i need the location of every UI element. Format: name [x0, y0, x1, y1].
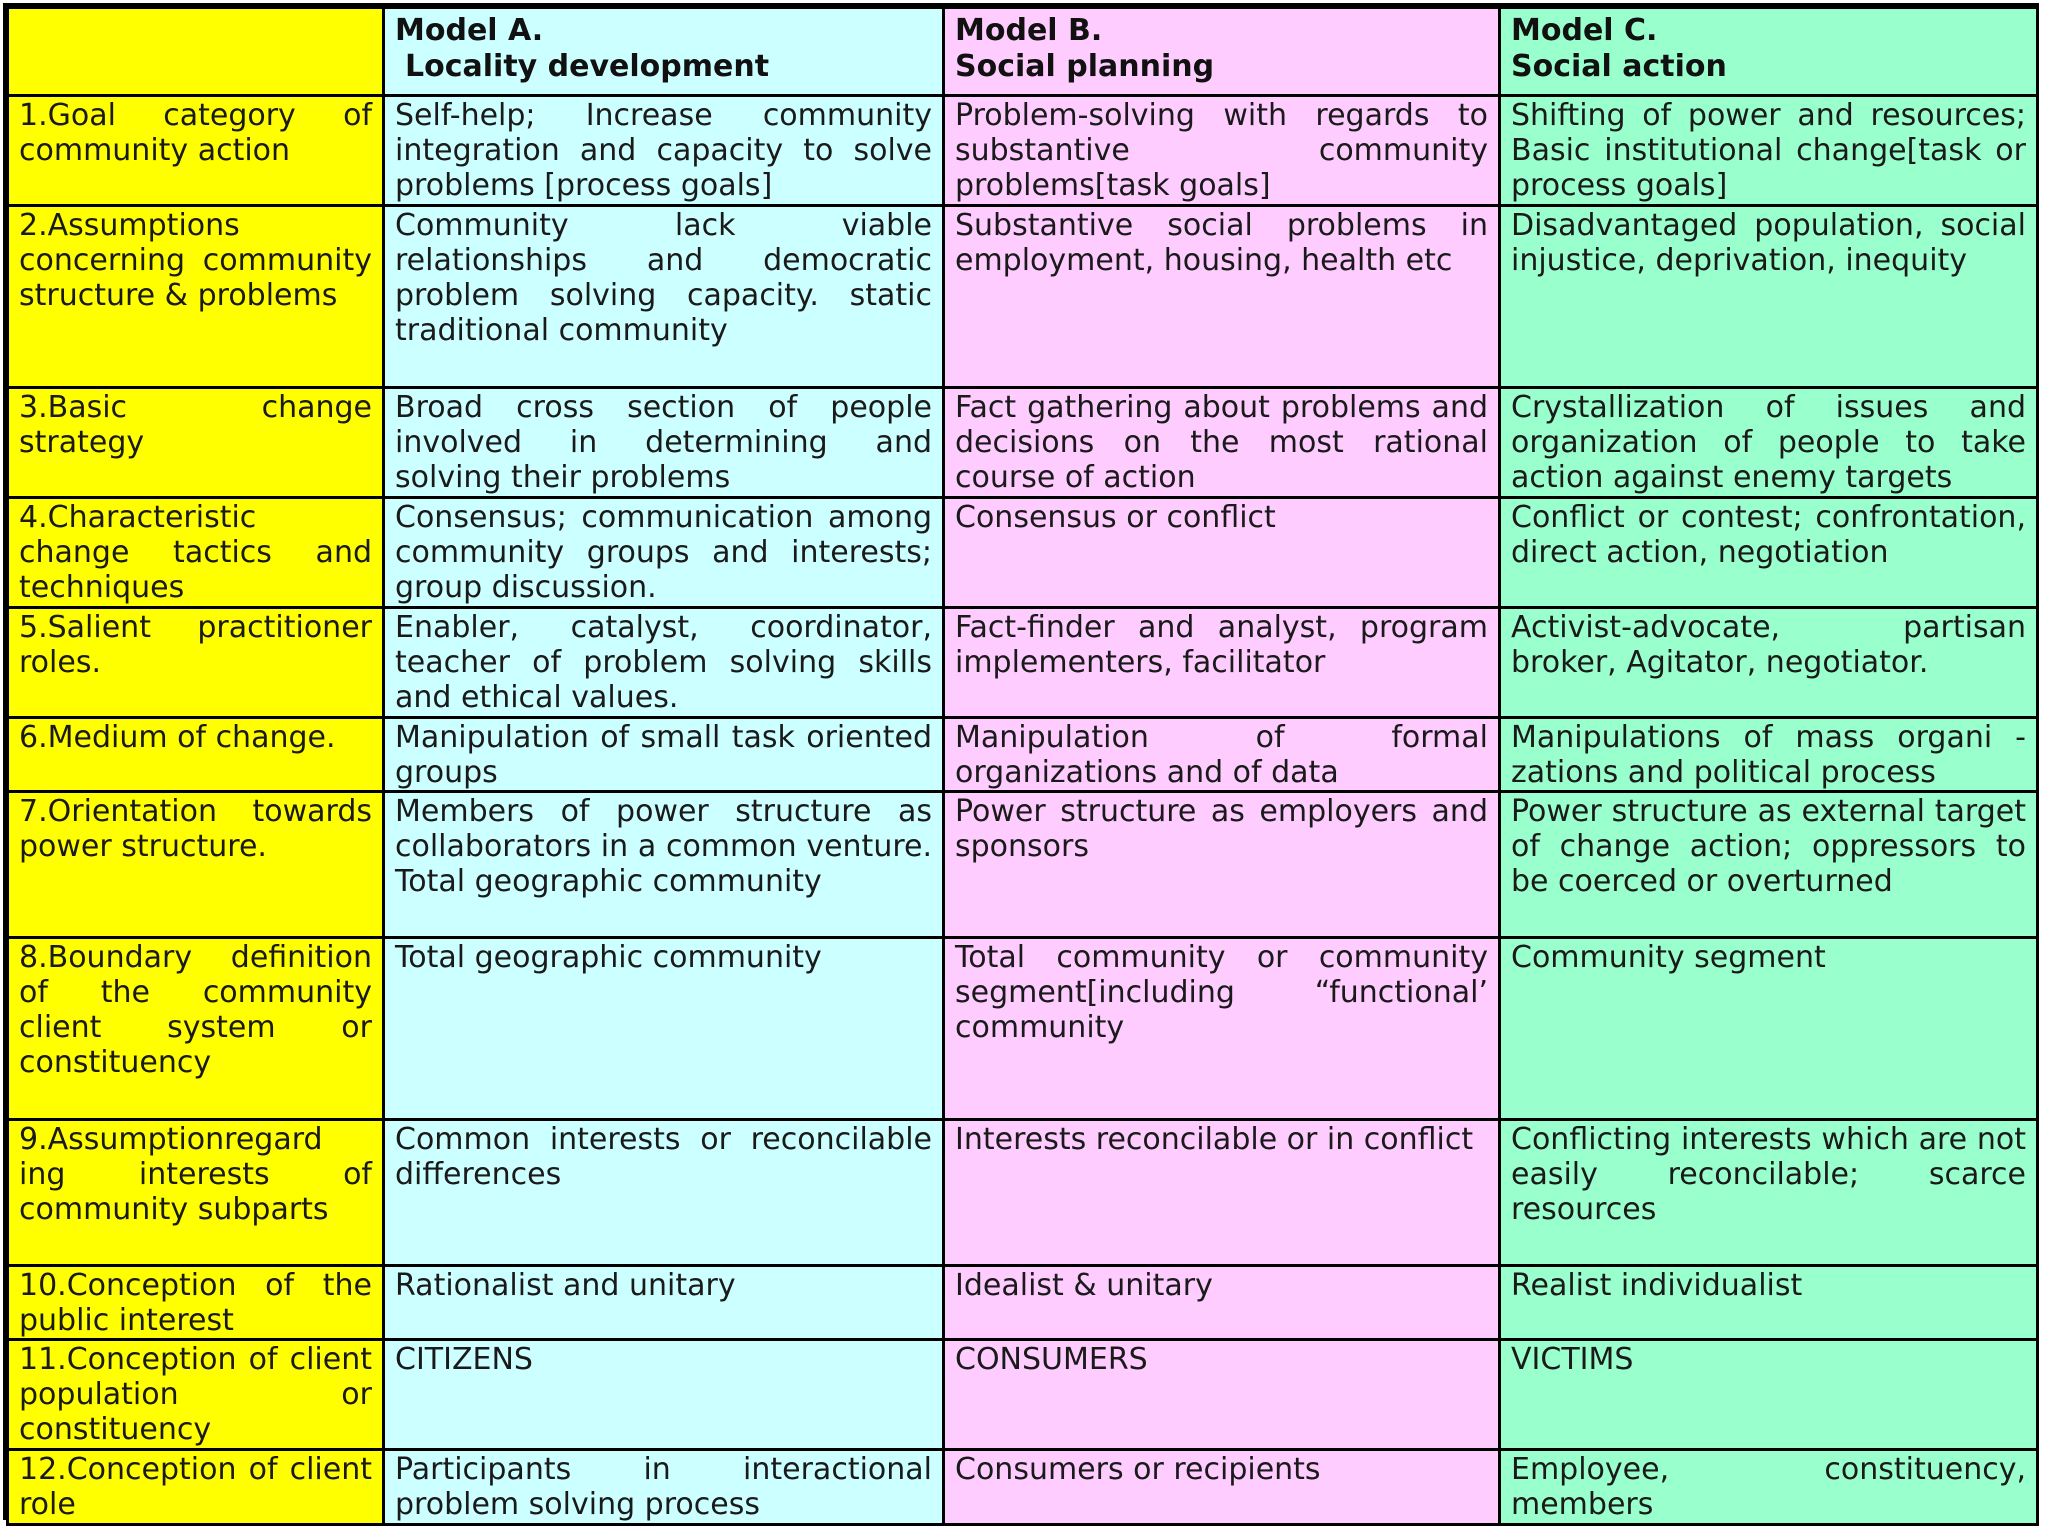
model-b-title: Model B. [955, 13, 1103, 48]
table-row [8, 608, 2038, 718]
row-label: 2.Assumptions concerning community structure & problems [8, 206, 384, 388]
row-label: 9.Assumptionregard ing interests of community subparts [8, 1120, 384, 1266]
row-label: 4.Characteristic change tactics and techniques [8, 498, 384, 608]
community-models-table [6, 6, 2039, 1526]
model-c-title: Model C. [1511, 13, 1658, 48]
model-a-title: Model A. [395, 13, 544, 48]
model-b-cell: Total community or community segment[including “functional’ community [944, 938, 1500, 1120]
model-a-cell: Self-help; Increase community integration and capacity to solve problems [process goals] [384, 96, 944, 206]
row-label: 1.Goal category of community action [8, 96, 384, 206]
model-b-cell: Problem-solving with regards to substantive community problems[task goals] [944, 96, 1500, 206]
model-a-cell: Enabler, catalyst, coordinator, teacher of problem solving skills and ethical values. [384, 608, 944, 718]
model-b-cell: Interests reconcilable or in conflict [944, 1120, 1500, 1266]
table-row [8, 1450, 2038, 1525]
table-row [8, 792, 2038, 938]
model-c-cell: Activist-advocate, partisan broker, Agitator, negotiator. [1500, 608, 2038, 718]
model-b-cell: Consensus or conflict [944, 498, 1500, 608]
row-label: 7.Orientation towards power structure. [8, 792, 384, 938]
table-row [8, 1266, 2038, 1340]
model-b-cell: Manipulation of formal organizations and of data [944, 718, 1500, 792]
row-label: 3.Basic change strategy [8, 388, 384, 498]
model-c-cell: VICTIMS [1500, 1340, 2038, 1450]
model-a-cell: Total geographic community [384, 938, 944, 1120]
model-c-cell: Conflicting interests which are not easily reconcilable; scarce resources [1500, 1120, 2038, 1266]
model-a-cell: Members of power structure as collaborators in a common venture. Total geographic community [384, 792, 944, 938]
model-a-subtitle: Locality development [405, 49, 770, 84]
header-model-c [1500, 8, 2038, 96]
table-row [8, 388, 2038, 498]
header-model-b [944, 8, 1500, 96]
model-a-cell: Participants in interactional problem solving process [384, 1450, 944, 1525]
model-b-subtitle: Social planning [955, 49, 1215, 84]
table-row [8, 96, 2038, 206]
row-label: 11.Conception of client population or constituency [8, 1340, 384, 1450]
model-c-cell: Employee, constituency, members [1500, 1450, 2038, 1525]
model-c-cell: Community segment [1500, 938, 2038, 1120]
model-c-cell: Shifting of power and resources; Basic institutional change[task or process goals] [1500, 96, 2038, 206]
model-b-cell: Power structure as employers and sponsors [944, 792, 1500, 938]
model-a-cell: Rationalist and unitary [384, 1266, 944, 1340]
model-b-cell: Fact gathering about problems and decisions on the most rational course of action [944, 388, 1500, 498]
model-c-subtitle: Social action [1511, 49, 1727, 84]
model-c-cell: Crystallization of issues and organization of people to take action against enemy targets [1500, 388, 2038, 498]
model-c-cell: Manipulations of mass organi -zations and political process [1500, 718, 2038, 792]
model-b-cell: Substantive social problems in employment, housing, health etc [944, 206, 1500, 388]
row-label: 10.Conception of the public interest [8, 1266, 384, 1340]
model-a-cell: Community lack viable relationships and democratic problem solving capacity. static traditional community [384, 206, 944, 388]
model-c-cell: Power structure as external target of change action; oppressors to be coerced or overturned [1500, 792, 2038, 938]
model-c-cell: Conflict or contest; confrontation, direct action, negotiation [1500, 498, 2038, 608]
row-label: 8.Boundary definition of the community client system or constituency [8, 938, 384, 1120]
header-corner-cell [8, 8, 384, 96]
model-c-cell: Disadvantaged population, social injustice, deprivation, inequity [1500, 206, 2038, 388]
row-label: 12.Conception of client role [8, 1450, 384, 1525]
model-a-cell: CITIZENS [384, 1340, 944, 1450]
table-row [8, 498, 2038, 608]
table-row [8, 938, 2038, 1120]
model-b-cell: Idealist & unitary [944, 1266, 1500, 1340]
model-a-cell: Common interests or reconcilable differences [384, 1120, 944, 1266]
model-b-cell: CONSUMERS [944, 1340, 1500, 1450]
model-a-cell: Broad cross section of people involved in determining and solving their problems [384, 388, 944, 498]
table-row [8, 718, 2038, 792]
header-model-a [384, 8, 944, 96]
row-label: 5.Salient practitioner roles. [8, 608, 384, 718]
model-a-cell: Consensus; communication among community groups and interests; group discussion. [384, 498, 944, 608]
model-b-cell: Fact-finder and analyst, program implementers, facilitator [944, 608, 1500, 718]
model-c-cell: Realist individualist [1500, 1266, 2038, 1340]
table-row [8, 1340, 2038, 1450]
model-b-cell: Consumers or recipients [944, 1450, 1500, 1525]
table-row [8, 1120, 2038, 1266]
table-row [8, 206, 2038, 388]
header-row [8, 8, 2038, 96]
row-label: 6.Medium of change. [8, 718, 384, 792]
model-a-cell: Manipulation of small task oriented groups [384, 718, 944, 792]
comparison-table-frame [3, 3, 2039, 1520]
